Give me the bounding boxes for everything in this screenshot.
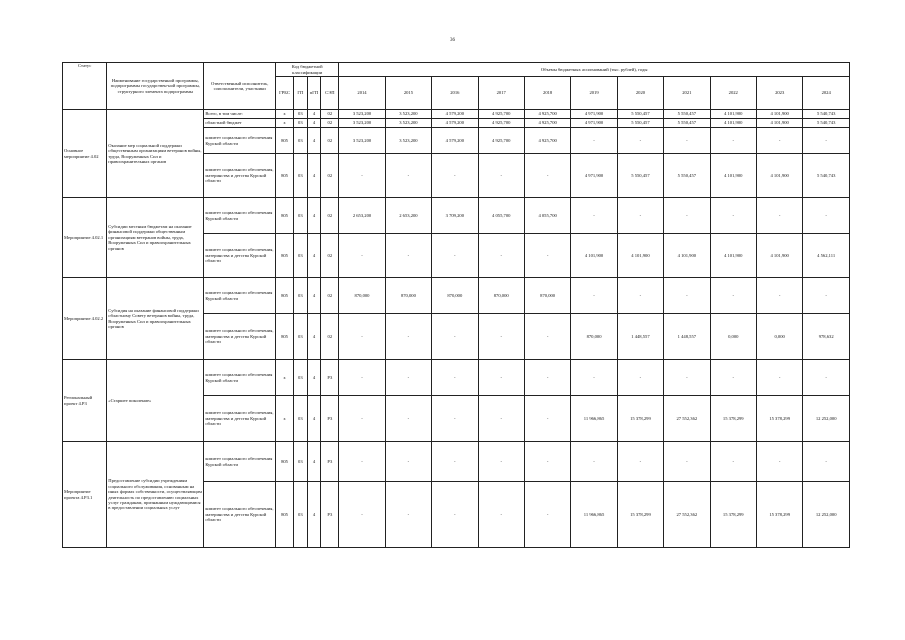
row-value: 11 966,865	[571, 396, 617, 442]
row-value: 3 523,200	[385, 119, 431, 128]
row-value: 870,000	[571, 314, 617, 360]
row-code-gp: 03	[293, 278, 307, 314]
row-value: -	[524, 234, 570, 278]
row-value: -	[385, 482, 431, 548]
row-value: -	[617, 278, 663, 314]
budget-allocation-table	[62, 62, 850, 548]
row-value: -	[385, 442, 431, 482]
header-status: Статус	[63, 63, 107, 110]
group-status: Основное мероприятие 4.02	[63, 110, 107, 198]
row-value: 15 378,299	[710, 482, 756, 548]
row-value: 4 101,900	[710, 119, 756, 128]
row-code-gp: 03	[293, 110, 307, 119]
row-code-sep: P3	[321, 360, 339, 396]
row-value: -	[524, 442, 570, 482]
header-volumes-group: Объемы бюджетных ассигнований (тыс. рублей), годы	[339, 63, 850, 77]
row-value: -	[756, 128, 802, 154]
row-value: -	[710, 128, 756, 154]
row-value: 15 378,299	[756, 482, 802, 548]
group-status: Мероприятие 4.02.1	[63, 198, 107, 278]
row-value: 3 523,200	[385, 128, 431, 154]
row-value: 4 562,111	[803, 234, 850, 278]
row-executor: комитет социального обеспечения Курской области	[204, 128, 276, 154]
row-value: 870,000	[339, 278, 385, 314]
row-value: 4 971,900	[571, 154, 617, 198]
row-value: -	[710, 360, 756, 396]
row-value: 4 055,700	[478, 198, 524, 234]
row-value: 5 550,457	[617, 119, 663, 128]
row-value: -	[339, 234, 385, 278]
row-value: -	[478, 482, 524, 548]
row-executor: Всего, в том числе:	[204, 110, 276, 119]
row-value: 15 378,299	[617, 482, 663, 548]
row-executor: комитет социального обеспечения Курской области	[204, 278, 276, 314]
row-value: 4 925,700	[524, 110, 570, 119]
row-value: -	[710, 442, 756, 482]
row-code-sep: 02	[321, 128, 339, 154]
row-value: -	[339, 360, 385, 396]
row-value: -	[432, 396, 478, 442]
row-value: -	[803, 198, 850, 234]
header-code-2: пГП	[307, 77, 321, 110]
row-value: -	[524, 396, 570, 442]
row-value: 0,000	[756, 314, 802, 360]
row-code-gp: 03	[293, 360, 307, 396]
header-year: 2023	[756, 77, 802, 110]
row-value: -	[524, 314, 570, 360]
row-code-grbs: 805	[276, 198, 294, 234]
row-value: 12 252,000	[803, 482, 850, 548]
row-value: -	[432, 234, 478, 278]
row-value: -	[664, 442, 710, 482]
row-value: -	[756, 278, 802, 314]
row-value: 5 550,457	[664, 154, 710, 198]
row-value: -	[756, 360, 802, 396]
header-year: 2022	[710, 77, 756, 110]
row-value: 4 101,900	[664, 234, 710, 278]
row-value: -	[756, 442, 802, 482]
row-value: -	[803, 278, 850, 314]
row-value: 4 101,900	[710, 154, 756, 198]
row-code-grbs: 805	[276, 154, 294, 198]
row-value: 5 550,457	[664, 110, 710, 119]
row-code-pgp: 4	[307, 278, 321, 314]
row-value: 15 378,299	[710, 396, 756, 442]
row-value: 4 055,700	[524, 198, 570, 234]
row-value: -	[385, 154, 431, 198]
row-executor: комитет социального обеспечения Курской области	[204, 442, 276, 482]
row-value: 5 550,457	[617, 154, 663, 198]
row-value: 3 523,200	[385, 110, 431, 119]
group-name: Предоставление субсидии учреждениям социального обслуживания, основанным на иных формах собственности, осуществляющим деятельность по предоставлению социальных услуг гражданам, признанным нуждающимися в предоставлении социальных услуг	[107, 442, 204, 548]
row-code-gp: 03	[293, 234, 307, 278]
row-value: -	[664, 278, 710, 314]
row-code-gp: 03	[293, 154, 307, 198]
row-code-pgp: 4	[307, 234, 321, 278]
row-code-sep: P3	[321, 396, 339, 442]
row-value: -	[710, 198, 756, 234]
row-value: -	[756, 198, 802, 234]
row-value: 5 540,743	[803, 110, 850, 119]
row-value: -	[524, 360, 570, 396]
row-executor: комитет социального обеспечения, материнства и детства Курской области	[204, 234, 276, 278]
row-code-gp: 03	[293, 482, 307, 548]
group-name: Субсидия на оказание финансовой поддержки областному Совету ветеранов войны, труда, Вооруженных Сил и правоохранительных органов	[107, 278, 204, 360]
row-value: 27 552,362	[664, 482, 710, 548]
page-number: 36	[450, 38, 455, 43]
row-code-pgp: 4	[307, 119, 321, 128]
row-value: -	[803, 128, 850, 154]
row-value: -	[571, 442, 617, 482]
row-code-pgp: 4	[307, 442, 321, 482]
row-value: 4 971,900	[571, 110, 617, 119]
row-value: -	[432, 360, 478, 396]
row-value: 5 540,743	[803, 119, 850, 128]
row-value: 2 653,200	[339, 198, 385, 234]
group-name: «Старшее поколение»	[107, 360, 204, 442]
table-row	[63, 360, 850, 396]
row-value: -	[339, 314, 385, 360]
row-executor: комитет социального обеспечения, материнства и детства Курской области	[204, 154, 276, 198]
row-executor: комитет социального обеспечения Курской области	[204, 198, 276, 234]
row-value: -	[432, 314, 478, 360]
row-value: -	[803, 442, 850, 482]
row-code-sep: 02	[321, 234, 339, 278]
row-code-pgp: 4	[307, 482, 321, 548]
row-executor: комитет социального обеспечения, материнства и детства Курской области	[204, 396, 276, 442]
row-value: 3 523,200	[339, 128, 385, 154]
row-value: -	[571, 128, 617, 154]
row-value: 4 101,900	[617, 234, 663, 278]
row-code-grbs: 805	[276, 278, 294, 314]
row-value: 0,000	[710, 314, 756, 360]
row-value: 5 550,457	[617, 110, 663, 119]
header-executor: Ответственный исполнитель, соисполнители, участники	[204, 63, 276, 110]
table-row	[63, 198, 850, 234]
row-code-grbs: х	[276, 119, 294, 128]
row-code-sep: P3	[321, 442, 339, 482]
row-value: 4 101,900	[710, 234, 756, 278]
row-value: -	[617, 128, 663, 154]
row-value: 3 523,200	[339, 119, 385, 128]
header-code-3: СЭП	[321, 77, 339, 110]
row-value: -	[339, 482, 385, 548]
row-value: 4 101,900	[756, 154, 802, 198]
group-status: Региональный проект 4.P3	[63, 360, 107, 442]
row-value: 4 579,200	[432, 110, 478, 119]
row-value: -	[432, 442, 478, 482]
row-value: 870,000	[432, 278, 478, 314]
row-value: -	[339, 154, 385, 198]
row-code-pgp: 4	[307, 198, 321, 234]
row-code-pgp: 4	[307, 128, 321, 154]
row-value: -	[571, 360, 617, 396]
row-code-sep: 02	[321, 119, 339, 128]
row-executor: комитет социального обеспечения Курской области	[204, 360, 276, 396]
header-year: 2018	[524, 77, 570, 110]
row-value: 4 971,900	[571, 119, 617, 128]
row-value: -	[524, 154, 570, 198]
row-value: -	[803, 360, 850, 396]
row-code-gp: 03	[293, 314, 307, 360]
group-name: Субсидии местным бюджетам на оказание финансовой поддержки общественным организациям ветеранов войны, труда, Вооруженных Сил и правоохранительных органов	[107, 198, 204, 278]
row-value: 27 552,362	[664, 396, 710, 442]
row-value: -	[571, 278, 617, 314]
row-value: 4 579,200	[432, 119, 478, 128]
row-value: 15 378,299	[756, 396, 802, 442]
header-year: 2019	[571, 77, 617, 110]
row-value: -	[432, 482, 478, 548]
row-code-grbs: х	[276, 110, 294, 119]
row-value: 4 925,700	[524, 128, 570, 154]
header-year: 2015	[385, 77, 431, 110]
row-value: -	[617, 360, 663, 396]
row-value: -	[385, 234, 431, 278]
row-value: -	[339, 442, 385, 482]
row-code-pgp: 4	[307, 110, 321, 119]
header-code-0: ГРБС	[276, 77, 294, 110]
row-value: 15 378,299	[617, 396, 663, 442]
row-executor: областной бюджет	[204, 119, 276, 128]
row-code-grbs: х	[276, 396, 294, 442]
row-value: -	[664, 360, 710, 396]
row-code-pgp: 4	[307, 314, 321, 360]
row-code-grbs: 805	[276, 234, 294, 278]
row-value: 4 101,900	[710, 110, 756, 119]
header-name: Наименование государственной программы, подпрограммы государствен-ной программы, структурного элемента подпрограммы	[107, 63, 204, 110]
row-value: -	[478, 314, 524, 360]
row-code-pgp: 4	[307, 360, 321, 396]
row-value: -	[432, 154, 478, 198]
row-value: 3 523,200	[339, 110, 385, 119]
row-value: 2 653,200	[385, 198, 431, 234]
row-code-grbs: 805	[276, 442, 294, 482]
row-value: 4 925,700	[478, 128, 524, 154]
row-value: 4 101,900	[756, 110, 802, 119]
table-row	[63, 278, 850, 314]
header-year: 2024	[803, 77, 850, 110]
table-body	[63, 110, 850, 548]
table-row	[63, 110, 850, 119]
row-value: -	[478, 154, 524, 198]
row-code-sep: P3	[321, 482, 339, 548]
row-value: 4 925,700	[524, 119, 570, 128]
row-executor: комитет социального обеспечения, материнства и детства Курской области	[204, 314, 276, 360]
group-status: Мероприятие проекта 4.P3.1	[63, 442, 107, 548]
row-code-grbs: 805	[276, 482, 294, 548]
row-value: -	[710, 278, 756, 314]
header-year: 2016	[432, 77, 478, 110]
row-value: -	[571, 198, 617, 234]
row-value: -	[478, 234, 524, 278]
row-code-sep: 02	[321, 198, 339, 234]
header-year: 2021	[664, 77, 710, 110]
row-code-grbs: 805	[276, 128, 294, 154]
row-code-gp: 03	[293, 128, 307, 154]
row-value: 978,632	[803, 314, 850, 360]
row-value: 4 101,900	[756, 119, 802, 128]
row-value: 870,000	[385, 278, 431, 314]
row-value: 870,000	[478, 278, 524, 314]
row-value: 11 966,865	[571, 482, 617, 548]
row-code-pgp: 4	[307, 154, 321, 198]
row-value: -	[478, 360, 524, 396]
row-code-sep: 02	[321, 110, 339, 119]
header-code-1: ГП	[293, 77, 307, 110]
table-row	[63, 442, 850, 482]
row-value: -	[524, 482, 570, 548]
row-executor: комитет социального обеспечения, материнства и детства Курской области	[204, 482, 276, 548]
row-value: 5 550,457	[664, 119, 710, 128]
row-value: 870,000	[524, 278, 570, 314]
row-value: 4 579,200	[432, 128, 478, 154]
row-value: 4 101,900	[756, 234, 802, 278]
row-value: -	[478, 442, 524, 482]
row-code-sep: 02	[321, 278, 339, 314]
row-code-gp: 03	[293, 442, 307, 482]
row-value: -	[617, 198, 663, 234]
row-code-pgp: 4	[307, 396, 321, 442]
row-value: -	[664, 198, 710, 234]
row-code-gp: 03	[293, 119, 307, 128]
header-year: 2017	[478, 77, 524, 110]
row-value: 4 925,700	[478, 119, 524, 128]
row-value: -	[385, 360, 431, 396]
row-value: -	[385, 314, 431, 360]
row-code-sep: 02	[321, 154, 339, 198]
row-value: -	[339, 396, 385, 442]
row-value: 4 925,700	[478, 110, 524, 119]
row-code-grbs: 805	[276, 314, 294, 360]
header-code-group: Код бюджетной классификации	[276, 63, 339, 77]
row-value: 3 709,200	[432, 198, 478, 234]
header-year: 2014	[339, 77, 385, 110]
row-value: 12 252,000	[803, 396, 850, 442]
row-value: -	[664, 128, 710, 154]
row-value: -	[478, 396, 524, 442]
row-value: 1 448,557	[664, 314, 710, 360]
row-code-sep: 02	[321, 314, 339, 360]
row-value: -	[617, 442, 663, 482]
row-value: 4 101,900	[571, 234, 617, 278]
row-value: -	[385, 396, 431, 442]
row-code-gp: 03	[293, 198, 307, 234]
row-value: 5 540,743	[803, 154, 850, 198]
group-status: Мероприятие 4.02.2	[63, 278, 107, 360]
row-value: 1 448,557	[617, 314, 663, 360]
row-code-gp: 03	[293, 396, 307, 442]
row-code-grbs: х	[276, 360, 294, 396]
group-name: Оказание мер социальной поддержки общественным организациям ветеранов войны, труда, Вооруженных Сил и правоохранительных органов	[107, 110, 204, 198]
header-year: 2020	[617, 77, 663, 110]
